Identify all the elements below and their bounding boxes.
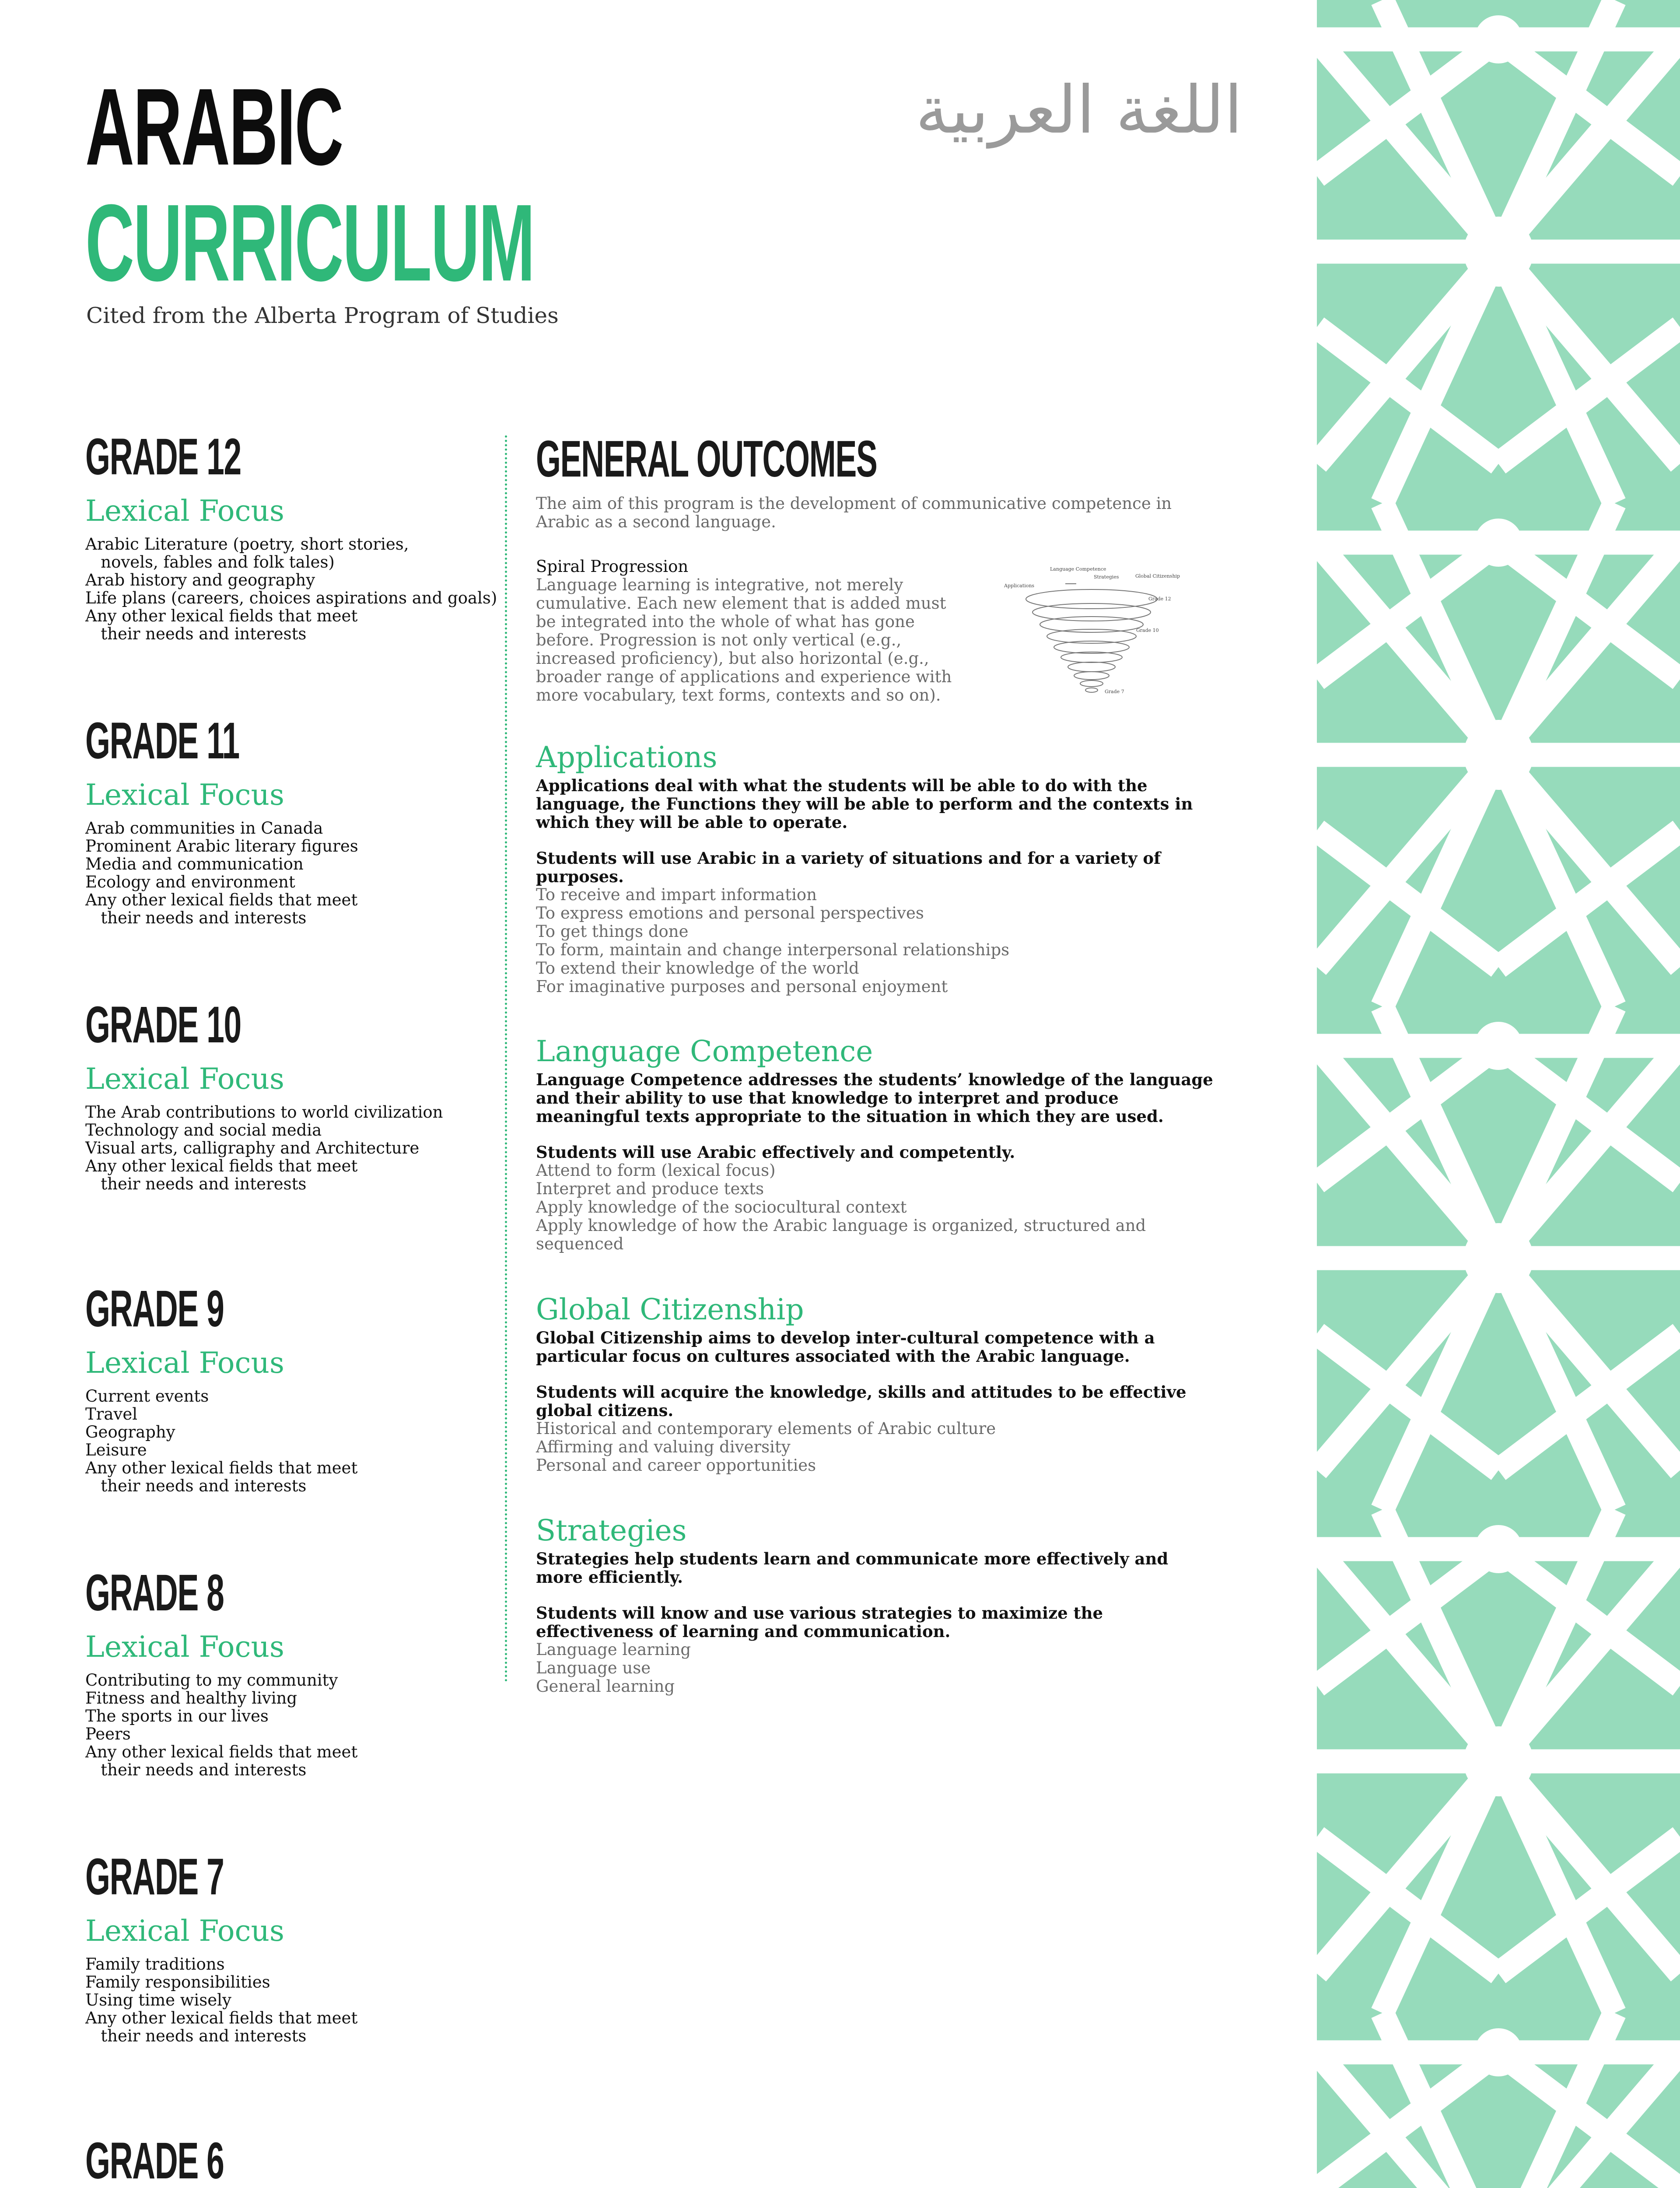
spiral-diagram — [1000, 558, 1183, 706]
grade-title: GRADE 8 — [85, 1564, 224, 1622]
diagram-label: Applications — [1004, 583, 1035, 589]
list-item: Family traditions — [85, 1955, 225, 1974]
pattern-dot — [1474, 1022, 1522, 1070]
list-item: Peers — [85, 1725, 131, 1743]
lexical-focus-label: Lexical Focus — [85, 1630, 284, 1664]
section-list — [536, 1420, 1218, 1475]
section-title: Language Competence — [536, 1034, 873, 1068]
diagram-label: Global Citizenship — [1135, 573, 1180, 579]
list-item: Arab history and geography — [85, 571, 315, 589]
section-title: Strategies — [536, 1514, 687, 1547]
list-item: Any other lexical fields that meet their needs and interests — [85, 607, 358, 643]
lexical-list — [85, 1955, 523, 2045]
list-item: Apply knowledge of how the Arabic language is organized, structured and sequenced — [536, 1216, 1146, 1253]
list-item: Visual arts, calligraphy and Architecture — [85, 1139, 420, 1157]
geometric-pattern — [1317, 0, 1680, 2188]
title-arabic-script: اللغة العربية — [915, 72, 1242, 148]
list-item: To get things done — [536, 922, 689, 941]
section-description: Language Competence addresses the students’ knowledge of the language and their ability to use that knowledge to interpret and produce meaningful texts appropriate to the situation in which they are used. — [536, 1070, 1213, 1126]
lexical-list — [85, 1387, 523, 1495]
list-item: Any other lexical fields that meet their needs and interests — [85, 2009, 358, 2045]
list-item: For imaginative purposes and personal enjoyment — [536, 977, 948, 996]
pattern-dot — [1474, 519, 1522, 567]
list-item: Arab communities in Canada — [85, 819, 323, 838]
section-list — [536, 1161, 1218, 1253]
section-lead: Students will know and use various strategies to maximize the effectiveness of learning and communication. — [536, 1603, 1103, 1641]
section-language-competence — [536, 1034, 1218, 1253]
grade-8-block — [85, 1564, 523, 1779]
spiral-text — [536, 558, 956, 705]
grade-9-block — [85, 1280, 523, 1495]
list-item: The Arab contributions to world civilization — [85, 1103, 443, 1122]
general-outcomes — [536, 430, 1218, 1696]
list-item: To extend their knowledge of the world — [536, 959, 859, 978]
diagram-label: Strategies — [1094, 574, 1119, 580]
list-item: Contributing to my community — [85, 1671, 338, 1690]
list-item: Any other lexical fields that meet their needs and interests — [85, 1459, 358, 1495]
section-title: Applications — [536, 740, 718, 774]
section-applications — [536, 740, 1218, 996]
list-item: Prominent Arabic literary figures — [85, 837, 358, 856]
pattern-dot — [1463, 1726, 1533, 1796]
list-item: Language use — [536, 1659, 651, 1677]
list-item: Using time wisely — [85, 1991, 231, 2009]
grade-title: GRADE 12 — [85, 428, 241, 486]
list-item: The sports in our lives — [85, 1707, 269, 1725]
section-list — [536, 886, 1218, 996]
grade-6-block — [85, 2132, 523, 2188]
column-divider — [505, 435, 507, 1683]
list-item: Fitness and healthy living — [85, 1689, 298, 1708]
diagram-label: Language Competence — [1050, 566, 1106, 572]
list-item: Technology and social media — [85, 1121, 322, 1140]
section-description: Applications deal with what the students will be able to do with the language, the Functions they will be able to perform and the contexts in which they will be able to operate. — [536, 776, 1193, 832]
lexical-focus-label: Lexical Focus — [85, 778, 284, 812]
section-lead: Students will acquire the knowledge, skills and attitudes to be effective global citizens. — [536, 1382, 1186, 1420]
lexical-focus-label: Lexical Focus — [85, 494, 284, 528]
list-item: Historical and contemporary elements of Arabic culture — [536, 1419, 996, 1438]
list-item: Life plans (careers, choices aspirations and goals) — [85, 589, 497, 607]
list-item: To express emotions and personal perspectives — [536, 904, 924, 922]
list-item: To receive and impart information — [536, 885, 817, 904]
list-item: Attend to form (lexical focus) — [536, 1161, 776, 1180]
diagram-label: Grade 12 — [1148, 596, 1171, 602]
list-item: Current events — [85, 1387, 209, 1406]
list-item: Arabic Literature (poetry, short stories, novels, fables and folk tales) — [85, 535, 409, 572]
section-lead: Students will use Arabic effectively and competently. — [536, 1143, 1015, 1162]
pattern-dot — [1474, 2028, 1522, 2076]
lexical-focus-label: Lexical Focus — [85, 1346, 284, 1380]
grade-11-block — [85, 712, 523, 927]
list-item: Interpret and produce texts — [536, 1179, 764, 1198]
list-item: Affirming and valuing diversity — [536, 1438, 791, 1456]
grade-title: GRADE 10 — [85, 996, 241, 1054]
lexical-list — [85, 819, 523, 927]
outcomes-title: GENERAL OUTCOMES — [536, 430, 877, 488]
section-description: Global Citizenship aims to develop inter-cultural competence with a particular focus on cultures associated with the Arabic language. — [536, 1328, 1155, 1366]
lexical-list — [85, 535, 523, 643]
grade-10-block — [85, 996, 523, 1193]
section-title: Global Citizenship — [536, 1293, 804, 1326]
list-item: General learning — [536, 1677, 675, 1696]
grade-7-block — [85, 1848, 523, 2045]
grade-title: GRADE 11 — [85, 712, 239, 770]
section-lead: Students will use Arabic in a variety of situations and for a variety of purposes. — [536, 849, 1161, 886]
title-curriculum: CURRICULUM — [85, 182, 534, 304]
spiral-progression — [536, 558, 1218, 706]
lexical-list — [85, 1103, 523, 1193]
diagram-label: Grade 10 — [1136, 628, 1159, 633]
grade-title: GRADE 6 — [85, 2132, 224, 2188]
pattern-dot — [1463, 217, 1533, 287]
list-item: Personal and career opportunities — [536, 1456, 816, 1475]
outcomes-intro: The aim of this program is the development of communicative competence in Arabic as a second language. — [536, 494, 1172, 531]
section-description: Strategies help students learn and communicate more effectively and more efficiently. — [536, 1549, 1169, 1587]
grade-title: GRADE 7 — [85, 1848, 224, 1906]
spiral-heading: Spiral Progression — [536, 557, 689, 576]
list-item: Any other lexical fields that meet their needs and interests — [85, 1743, 358, 1779]
spiral-body: Language learning is integrative, not merely cumulative. Each new element that is added must be integrated into the whole of what has gone before. Progression is not only vertical (e.g., increased proficiency), but also horizontal (e.g., broader range of applications and experience with more vocabulary, text forms, contexts and so on). — [536, 575, 952, 705]
list-item: Family responsibilities — [85, 1973, 270, 1992]
section-list — [536, 1641, 1218, 1696]
pattern-dot — [1474, 15, 1522, 63]
subtitle: Cited from the Alberta Program of Studies — [86, 303, 559, 328]
list-item: Any other lexical fields that meet their needs and interests — [85, 891, 358, 927]
list-item: Ecology and environment — [85, 873, 295, 891]
grade-title: GRADE 9 — [85, 1280, 224, 1338]
lexical-focus-label: Lexical Focus — [85, 1062, 284, 1096]
list-item: Apply knowledge of the sociocultural context — [536, 1198, 907, 1217]
list-item: Geography — [85, 1423, 175, 1441]
lexical-focus-label: Lexical Focus — [85, 1914, 284, 1948]
list-item: Media and communication — [85, 855, 304, 873]
pattern-dot — [1474, 1525, 1522, 1573]
list-item: Leisure — [85, 1441, 147, 1459]
section-strategies — [536, 1516, 1218, 1696]
pattern-dot — [1463, 720, 1533, 790]
list-item: To form, maintain and change interpersonal relationships — [536, 940, 1010, 959]
list-item: Any other lexical fields that meet their needs and interests — [85, 1157, 358, 1193]
list-item: Language learning — [536, 1640, 691, 1659]
section-global-citizenship — [536, 1295, 1218, 1475]
diagram-label: Grade 7 — [1105, 689, 1124, 694]
pattern-dot — [1463, 1223, 1533, 1293]
list-item: Travel — [85, 1405, 138, 1424]
lexical-list — [85, 1671, 523, 1779]
title-arabic: ARABIC — [85, 66, 343, 188]
grade-12-block — [85, 428, 523, 643]
